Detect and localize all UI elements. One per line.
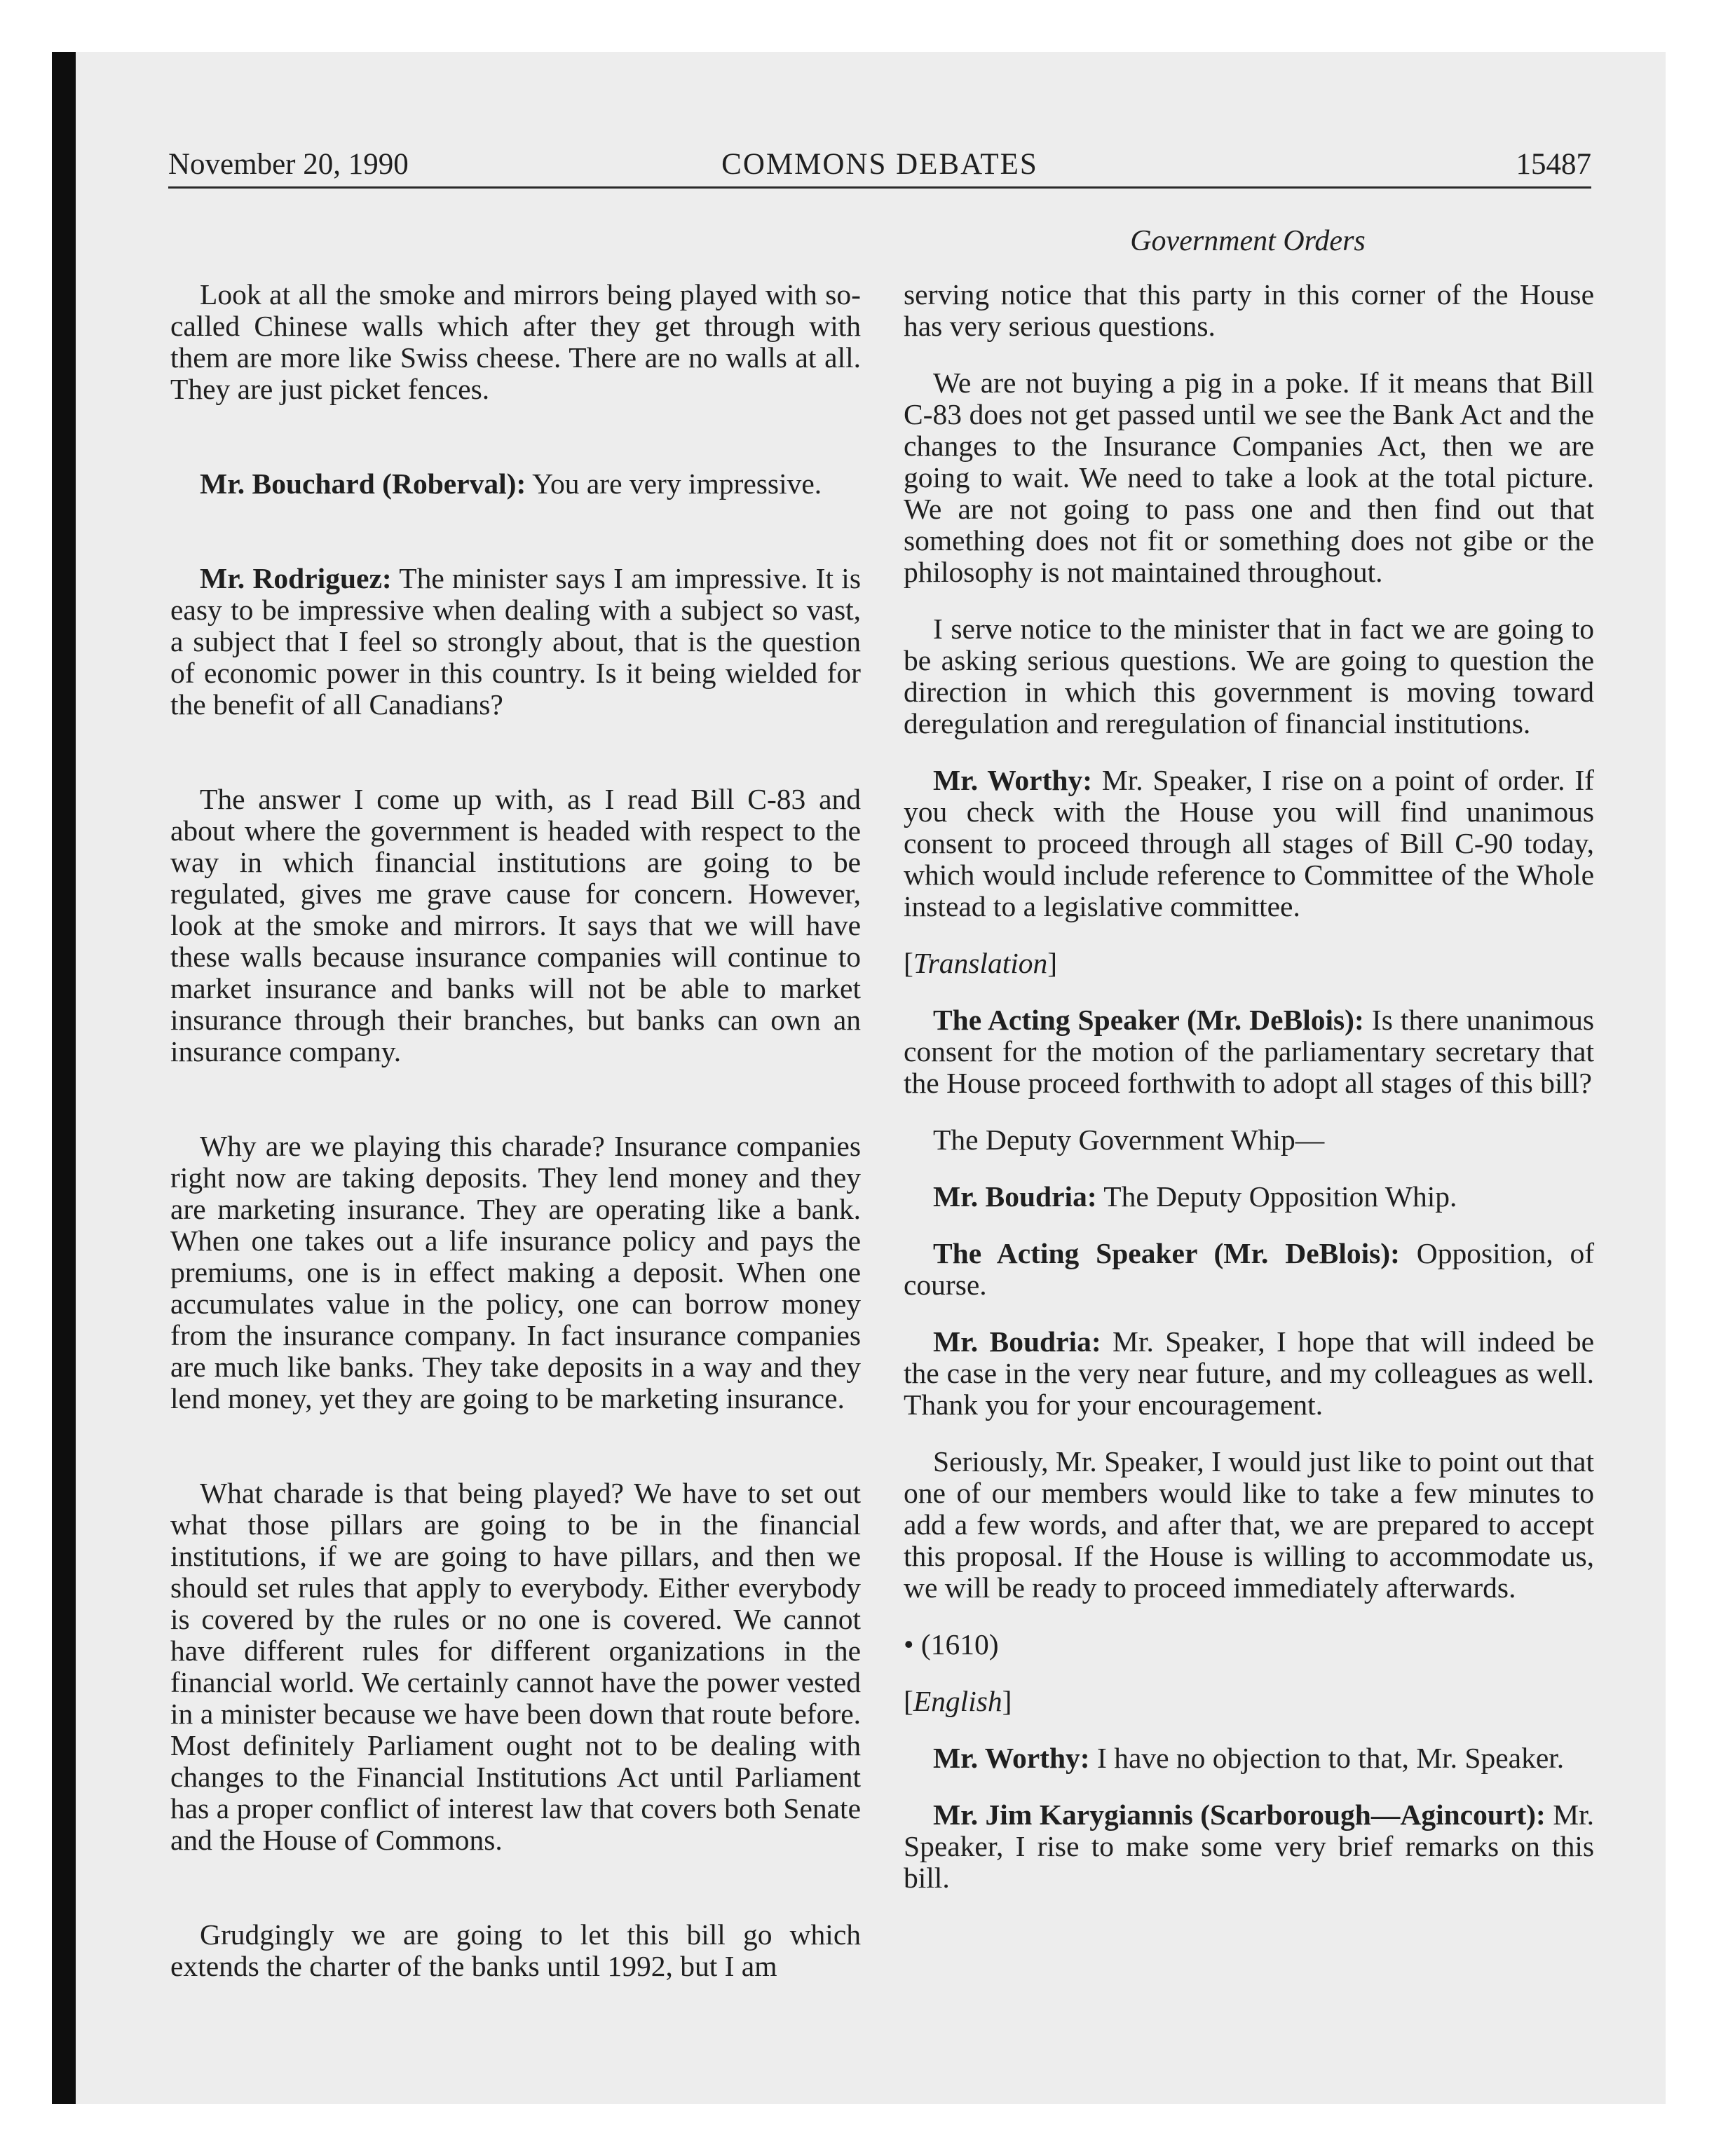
paragraph: The Deputy Government Whip— [933, 1124, 1325, 1156]
time-marker: • (1610) [904, 1628, 999, 1660]
running-header [168, 144, 1591, 186]
left-column [170, 279, 861, 2045]
page-number: 15487 [1516, 148, 1591, 181]
paragraph: The Acting Speaker (Mr. DeBlois): Opposition, of course. [904, 1237, 1595, 1301]
paragraph: Mr. Worthy: I have no objection to that, Mr. Speaker. [933, 1742, 1565, 1774]
paragraph: Seriously, Mr. Speaker, I would just like to point out that one of our members would like to take a few minutes to add a few words, and after that, we are prepared to accept this proposal. If the House is willing to accommodate us, we will be ready to proceed immediately afterwards. [904, 1445, 1594, 1604]
paragraph: Why are we playing this charade? Insurance companies right now are taking deposits. They lend money and they are marketing insurance. They are operating like a bank. When one takes out a life insurance policy and pays the premiums, one is in effect making a deposit. When one accumulates value in the policy, one can borrow money from the insurance company. In fact insurance companies are much like banks. They take deposits in a way and they lend money, yet they are going to be marketing insurance. [170, 1130, 861, 1414]
speaker-name: The Acting Speaker (Mr. DeBlois): [933, 1237, 1400, 1269]
paragraph: serving notice that this party in this corner of the House has very serious questions. [904, 278, 1594, 342]
header-date: November 20, 1990 [168, 148, 409, 181]
p5-body: Is there unanimous consent for the motion of the parliamentary secretary that the House proceed forthwith to adopt all stages of this bill? [904, 1004, 1595, 1099]
paragraph [904, 1004, 1594, 1099]
paragraph: Mr. Bouchard (Roberval): You are very impressive. [200, 468, 822, 500]
header-rule [168, 186, 1591, 189]
paragraph: Mr. Worthy: Mr. Speaker, I rise on a point of order. If you check with the House you will find unanimous consent to proceed through all stages of Bill C-90 today, which would include reference to Committee of the Whole instead to a legislative committee. [904, 764, 1594, 922]
paragraph: Grudgingly we are going to let this bill go which extends the charter of the banks until 1992, but I am [170, 1918, 861, 1982]
paragraph: What charade is that being played? We have to set out what those pillars are going to be in the financial institutions, if we are going to have pillars, and then we should set rules that apply to everybody. Either everybody is covered by the rules or no one is covered. We cannot have different rules for different organizations in the financial world. We certainly cannot have the power vested in a minister because we have been down that route before. Most definitely Parliament ought not to be dealing with changes to the Financial Institutions Act until Parliament has a proper conflict of interest law that covers both Senate and the House of Commons. [170, 1477, 861, 1856]
paragraph: Mr. Boudria: Mr. Speaker, I hope that will indeed be the case in the very near future, and my colleagues as well. Thank you for your encouragement. [904, 1325, 1595, 1421]
paragraph: Mr. Rodriguez: The minister says I am impressive. It is easy to be impressive when dealing with a subject so vast, a subject that I feel so strongly about, that is the question of economic power in this country. Is it being wielded for the benefit of all Canadians? [170, 562, 861, 721]
paragraph: Mr. Boudria: The Deputy Opposition Whip. [933, 1180, 1457, 1213]
right-column [904, 279, 1594, 1919]
paragraph: Look at all the smoke and mirrors being played with so-called Chinese walls which after they get through with them are more like Swiss cheese. There are no walls at all. They are just picket fences. [170, 278, 861, 405]
paragraph: We are not buying a pig in a poke. If it means that Bill C-83 does not get passed until we see the Bank Act and the changes to the Insurance Companies Act, then we are going to wait. We need to take a look at the total picture. We are not going to pass one and then find out that something does not fit or something does not gibe or the philosophy is not maintained throughout. [904, 367, 1594, 588]
speaker-name: Mr. Worthy: [933, 764, 1093, 796]
speaker-name: Mr. Boudria: [933, 1180, 1097, 1213]
language-tag: [English] [904, 1685, 1012, 1717]
speaker-name: Mr. Rodriguez: [200, 562, 392, 594]
paragraph: The answer I come up with, as I read Bill C-83 and about where the government is headed with respect to the way in which financial institutions are going to be regulated, gives me grave cause for concern. However, look at the smoke and mirrors. It says that we will have these walls because insurance companies will continue to market insurance and banks will not be able to market insurance through their branches, but banks can own an insurance company. [170, 783, 861, 1067]
speaker-name: Mr. Worthy: [933, 1742, 1090, 1774]
section-title: Government Orders [1130, 225, 1366, 257]
speaker-name: Mr. Jim Karygiannis (Scarborough—Agincourt): [933, 1799, 1546, 1831]
speaker-name: The Acting Speaker (Mr. DeBlois): [933, 1004, 1364, 1036]
speaker-name: Mr. Boudria: [933, 1325, 1101, 1358]
language-tag: [Translation] [904, 947, 1058, 979]
paragraph: I serve notice to the minister that in fact we are going to be asking serious questions. We are going to question the direction in which this government is moving toward deregulation and reregulation of financial institutions. [904, 613, 1594, 739]
scan-edge-shadow [52, 52, 76, 2104]
paragraph: Mr. Jim Karygiannis (Scarborough—Agincourt): Mr. Speaker, I rise to make some very brief remarks on this bill. [904, 1799, 1594, 1894]
speaker-name: Mr. Bouchard (Roberval): [200, 468, 526, 500]
header-title: COMMONS DEBATES [721, 148, 1038, 181]
